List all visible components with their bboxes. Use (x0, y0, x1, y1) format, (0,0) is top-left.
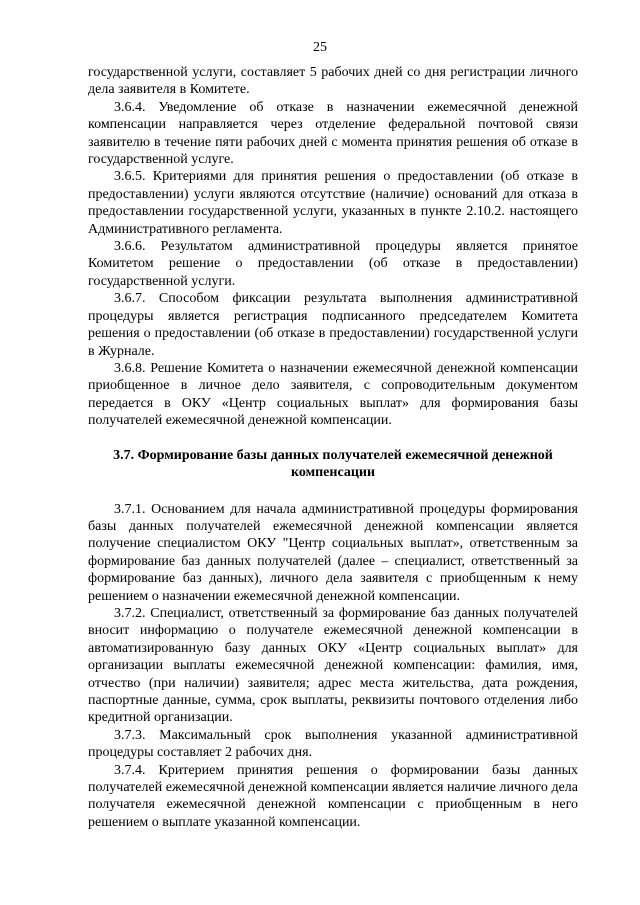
section-heading-line2: компенсации (290, 464, 376, 480)
paragraph-3-6-4: 3.6.4. Уведомление об отказе в назначении ежемесячной денежной компенсации направляется через отделение федеральной почтовой связи заявителю в течение пяти рабочих дней с момента принятия решения об отказе в государственной услуге. (88, 99, 578, 168)
section-heading-3-7 (88, 447, 578, 481)
page-number: 25 (313, 40, 327, 55)
section-heading-line1: 3.7. Формирование базы данных получателей ежемесячной денежной (113, 447, 553, 463)
paragraph-3-7-2: 3.7.2. Специалист, ответственный за формирование баз данных получателей вносит информацию о получателе ежемесячной денежной компенсации в автоматизированную базу данных ОКУ «Центр социальных выплат» для организации выплаты ежемесячной денежной компенсации: фамилия, имя, отчество (при наличии) заявителя; адрес места жительства, дата рождения, паспортные данные, сумма, срок выплаты, реквизиты почтового отделения либо кредитной организации. (88, 605, 578, 726)
paragraph-3-7-3: 3.7.3. Максимальный срок выполнения указанной административной процедуры составляет 2 рабочих дня. (88, 727, 578, 761)
paragraph-continuation: государственной услуги, составляет 5 рабочих дней со дня регистрации личного дела заявителя в Комитете. (88, 65, 578, 98)
document-body (88, 64, 578, 831)
paragraph-3-7-1: 3.7.1. Основанием для начала административной процедуры формирования базы данных получателей ежемесячной денежной компенсации является получение специалистом ОКУ "Центр социальных выплат», ответственным за формирование баз данных получателей (далее – специалист, ответственный за формирование баз данных), личного дела заявителя с приобщенным к нему решением о назначении ежемесячной денежной компенсации. (88, 501, 578, 604)
paragraph-3-6-5: 3.6.5. Критериями для принятия решения о предоставлении (об отказе в предоставлении) услуги являются отсутствие (наличие) оснований для отказа в предоставлении государственной услуги, указанных в пункте 2.10.2. настоящего Административного регламента. (88, 169, 578, 237)
paragraph-3-6-8: 3.6.8. Решение Комитета о назначении ежемесячной денежной компенсации приобщенное в личное дело заявителя, с сопроводительным документом передается в ОКУ «Центр социальных выплат» для формирования базы получателей ежемесячной денежной компенсации. (88, 360, 578, 429)
paragraph-3-7-4: 3.7.4. Критерием принятия решения о формировании базы данных получателей ежемесячной денежной компенсации является наличие личного дела получателя ежемесячной денежной компенсации с приобщенным в него решением о выплате указанной компенсации. (88, 762, 578, 830)
paragraph-3-6-7: 3.6.7. Способом фиксации результата выполнения административной процедуры является регистрация подписанного председателем Комитета решения о предоставлении (об отказе в предоставлении) государственной услуги в Журнале. (88, 291, 578, 359)
paragraph-3-6-6: 3.6.6. Результатом административной процедуры является принятое Комитетом решение о предоставлении (об отказе в предоставлении) государственной услуги. (88, 239, 578, 289)
